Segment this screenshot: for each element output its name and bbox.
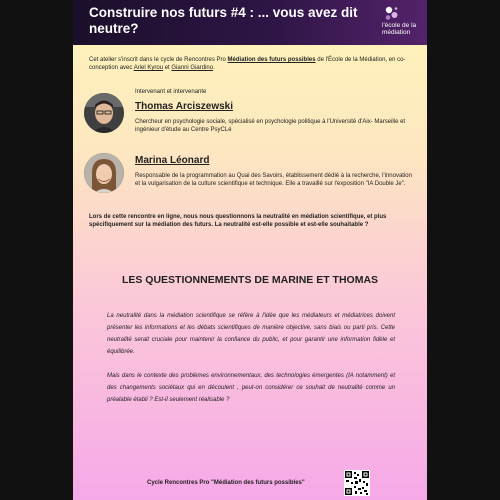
person-photo-icon: [84, 153, 124, 193]
qr-pattern: [344, 470, 370, 496]
intro-end: .: [213, 65, 215, 71]
partner-link-1[interactable]: Ariel Kyrou: [133, 65, 164, 71]
speakers-heading: Intervenant et intervenante: [135, 89, 207, 95]
footer-cycle-text: Cycle Rencontres Pro "Médiation des futurs possibles": [147, 480, 305, 486]
person-photo-icon: [84, 93, 124, 133]
qr-code-icon[interactable]: [344, 470, 370, 496]
speaker-bio-thomas: Chercheur en psychologie sociale, spécialisé en psychologie politique à l'Université d'Aix- Marseille et ingénieur d'étude au Centre PsyCLé: [135, 119, 406, 133]
ecole-logo-icon: [381, 4, 401, 24]
logo-line-2: médiation: [382, 29, 411, 36]
intro-and: et: [163, 65, 172, 71]
speaker-avatar-marina: [84, 153, 124, 193]
intro-text-1: Cet atelier s'inscrit dans le cycle de Rencontres Pro: [89, 57, 228, 63]
header-banner: [73, 0, 427, 45]
speaker-name-thomas[interactable]: Thomas Arciszewski: [135, 101, 234, 112]
questions-paragraph-2: Mais dans le contexte des problèmes environnementaux, des technologies émergentes (IA notamment) et des changements sociétaux qui en découlent , peut-on considérer ce souhait de neutralité comme un préalable établi ? Est-il seulement réalisable ?: [107, 373, 395, 403]
page-title: Construire nos futurs #4 : ... vous avez dit neutre?: [89, 5, 358, 36]
intro-paragraph: [89, 56, 415, 72]
intro-text-2: de l'École de la Médiation, en co-conception avec: [89, 57, 406, 71]
speaker-bio-marina: Responsable de la programmation au Quai des Savoirs, établissement dédié à la recherche, l'innovation et la vulgarisation de la culture scientifique et technique. Elle a travaillé sur l'exposition "IA Double Je".: [135, 173, 412, 187]
questions-paragraph-1: La neutralité dans la médiation scientifique se réfère à l'idée que les médiateurs et médiatrices doivent présenter les informations et les débats scientifiques de manière objective, sans biais ou parti pris. Cette neutralité serait cruciale pour maintenir la confiance du public, et pour garantir une information fidèle et équilibrée.: [107, 313, 395, 355]
logo-wordmark: [382, 22, 424, 36]
speaker-name-marina[interactable]: Marina Léonard: [135, 155, 210, 166]
section-title: LES QUESTIONNEMENTS DE MARINE ET THOMAS: [121, 274, 379, 286]
event-question: Lors de cette rencontre en ligne, nous nous questionnons la neutralité en médiation scientifique, et plus spécifiquement sur la médiation des futurs. La neutralité est-elle possible et est-elle souhaitable ?: [89, 214, 387, 228]
partner-link-2[interactable]: Gianni Giardino: [171, 65, 214, 71]
logo-line-1: l'école de la: [382, 22, 417, 29]
cycle-link[interactable]: Médiation des futurs possibles: [227, 57, 316, 63]
document-page: [73, 0, 427, 500]
speaker-avatar-thomas: [84, 93, 124, 133]
